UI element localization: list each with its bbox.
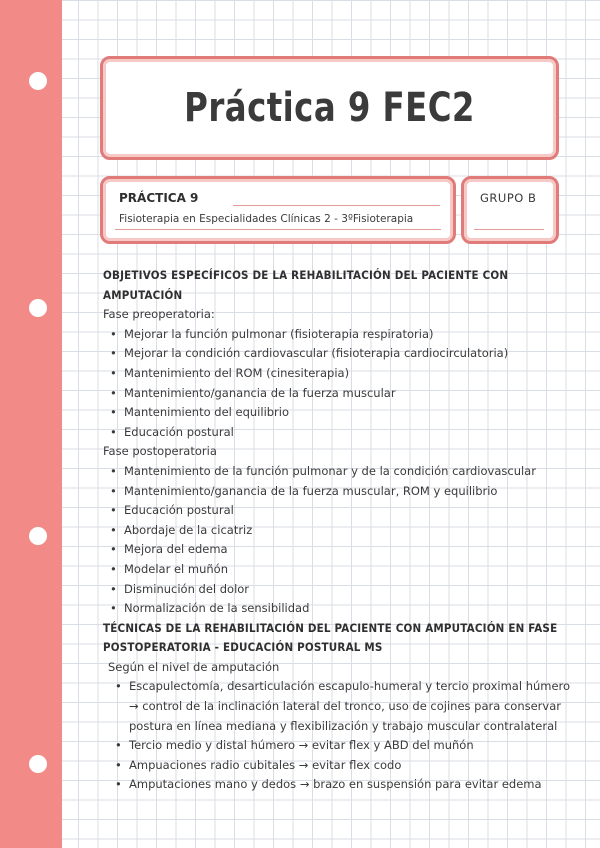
list-item: • Modelar el muñón — [124, 560, 573, 580]
list-item — [129, 677, 573, 736]
list-item: • Mantenimiento del equilibrio — [124, 403, 573, 423]
list-item: • Mejorar la condición cardiovascular (fisioterapia cardiocirculatoria) — [124, 344, 573, 364]
binder-hole — [29, 72, 47, 90]
phase-label-preop: Fase preoperatoria: — [103, 307, 215, 322]
binder-hole — [29, 755, 47, 773]
list-item: • Disminución del dolor — [124, 580, 573, 600]
section-heading-objectives: OBJETIVOS ESPECÍFICOS DE LA REHABILITACIÓN DEL PACIENTE CON AMPUTACIÓN — [103, 268, 509, 302]
list-item: • Mejorar la función pulmonar (fisioterapia respiratoria) — [124, 325, 573, 345]
list-item: • Educación postural — [124, 501, 573, 521]
group-box — [461, 176, 559, 244]
list-item: • Amputaciones mano y dedos → brazo en suspensión para evitar edema — [129, 775, 573, 795]
list-item: • Mantenimiento del ROM (cinesiterapia) — [124, 364, 573, 384]
title-box — [100, 56, 559, 160]
preop-list — [103, 325, 573, 443]
list-item: • Educación postural — [124, 423, 573, 443]
list-item: • Ampuaciones radio cubitales → evitar flex codo — [129, 756, 573, 776]
page-title: Práctica 9 FEC2 — [184, 85, 475, 131]
underline — [233, 205, 440, 206]
postop-list — [103, 462, 573, 619]
list-item: • Tercio medio y distal húmero → evitar flex y ABD del muñón — [129, 736, 573, 756]
amputation-level-intro: Según el nivel de amputación — [108, 659, 280, 674]
notebook-margin-strip — [0, 0, 62, 848]
binder-hole — [29, 299, 47, 317]
list-item-line: postura en línea mediana y flexibilización y trabajo muscular contralateral — [129, 718, 558, 733]
underline — [474, 229, 544, 230]
underline — [115, 229, 441, 230]
course-subtitle: Fisioterapia en Especialidades Clínicas 2 - 3ºFisioterapia — [119, 213, 414, 225]
group-label: GRUPO B — [480, 191, 537, 205]
binder-hole — [29, 527, 47, 545]
phase-label-postop: Fase postoperatoria — [103, 444, 217, 459]
document-content — [103, 266, 573, 795]
list-item-line: • Escapulectomía, desarticulación escapulo-humeral y tercio proximal húmero — [129, 679, 571, 694]
list-item: • Normalización de la sensibilidad — [124, 599, 573, 619]
list-item-line: → control de la inclinación lateral del tronco, uso de cojines para conservar — [129, 699, 561, 714]
list-item: • Mejora del edema — [124, 540, 573, 560]
list-item: • Mantenimiento de la función pulmonar y de la condición cardiovascular — [124, 462, 573, 482]
practice-label: PRÁCTICA 9 — [119, 191, 199, 205]
list-item: • Abordaje de la cicatriz — [124, 521, 573, 541]
list-item: • Mantenimiento/ganancia de la fuerza muscular, ROM y equilibrio — [124, 482, 573, 502]
techniques-list — [103, 677, 573, 795]
section-heading-techniques-line2: POSTOPERATORIA - EDUCACIÓN POSTURAL MS — [103, 640, 383, 655]
section-heading-techniques-line1: TÉCNICAS DE LA REHABILITACIÓN DEL PACIENTE CON AMPUTACIÓN EN FASE — [103, 620, 558, 635]
list-item: • Mantenimiento/ganancia de la fuerza muscular — [124, 384, 573, 404]
practice-info-box — [100, 176, 456, 244]
